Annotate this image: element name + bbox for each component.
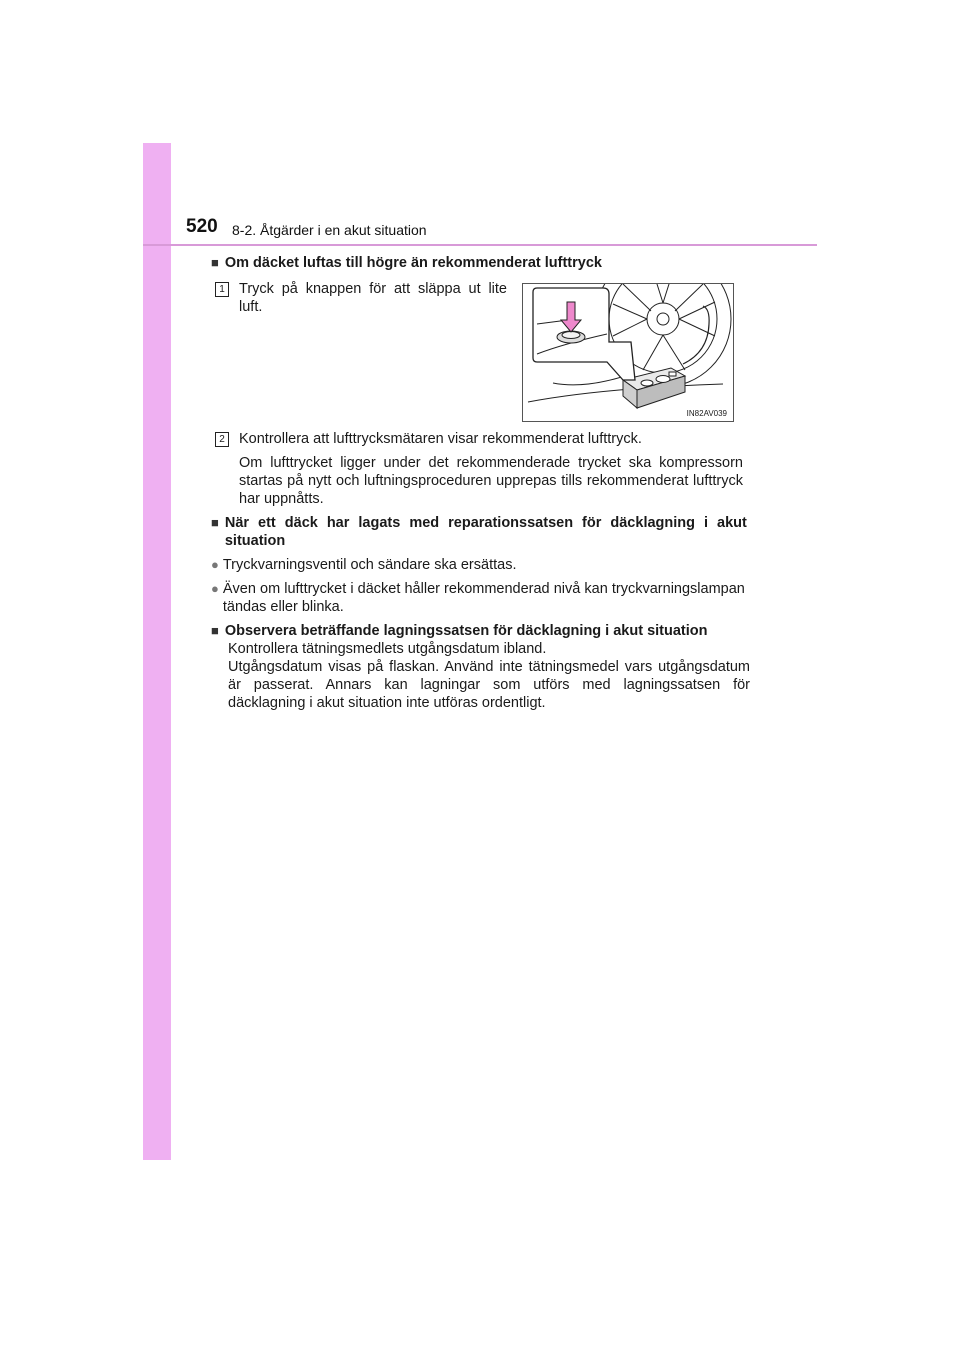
bullet-dot-icon: ● [211,581,219,596]
list-item-text: Tryckvarningsventil och sändare ska ersättas. [222,557,517,573]
heading-text: Om däcket luftas till högre än rekommenderat lufttryck [224,255,602,271]
step-text: Kontrollera att lufttrycksmätaren visar rekommenderat lufttryck. [239,431,642,447]
compressor-illustration [522,283,734,422]
square-bullet-icon: ■ [211,623,219,638]
bullet-dot-icon: ● [211,557,219,572]
header-divider [143,244,817,246]
heading-kit-notes [211,622,751,640]
heading-overinflated [211,254,751,272]
step-2 [211,430,751,448]
list-item-text: Även om lufttrycket i däcket håller rekommenderad nivå kan tryckvarningslampan tändas eller blinka. [222,581,745,615]
section-title: 8-2. Åtgärder i en akut situation [232,222,427,238]
tire-compressor-drawing [523,284,733,421]
heading-text: När ett däck har lagats med reparationssatsen för däcklagning i akut situation [224,515,747,549]
step-note: Om lufttrycket ligger under det rekommenderade trycket ska kompressorn startas på nytt och luftningsproceduren upprepas tills rekommenderat lufttryck har uppnåtts. [239,455,743,507]
sidebar-tab [143,143,171,1160]
paragraph: Utgångsdatum visas på flaskan. Använd inte tätningsmedel vars utgångsdatum är passerat. Annars kan lagningar som utförs med lagningssatsen för däcklagning i akut situation inte utföras ordentligt. [228,659,750,711]
square-bullet-icon: ■ [211,515,219,530]
figure-code: IN82AV039 [686,409,727,418]
list-item [211,580,751,616]
step-number: 2 [215,432,229,447]
page-number: 520 [186,216,218,237]
paragraph: Kontrollera tätningsmedlets utgångsdatum ibland. [228,641,547,657]
step-text: Tryck på knappen för att släppa ut lite luft. [239,281,507,315]
heading-repaired [211,514,751,550]
square-bullet-icon: ■ [211,255,219,270]
list-item [211,556,751,574]
step-number: 1 [215,282,229,297]
heading-text: Observera beträffande lagningssatsen för däcklagning i akut situation [224,623,708,639]
